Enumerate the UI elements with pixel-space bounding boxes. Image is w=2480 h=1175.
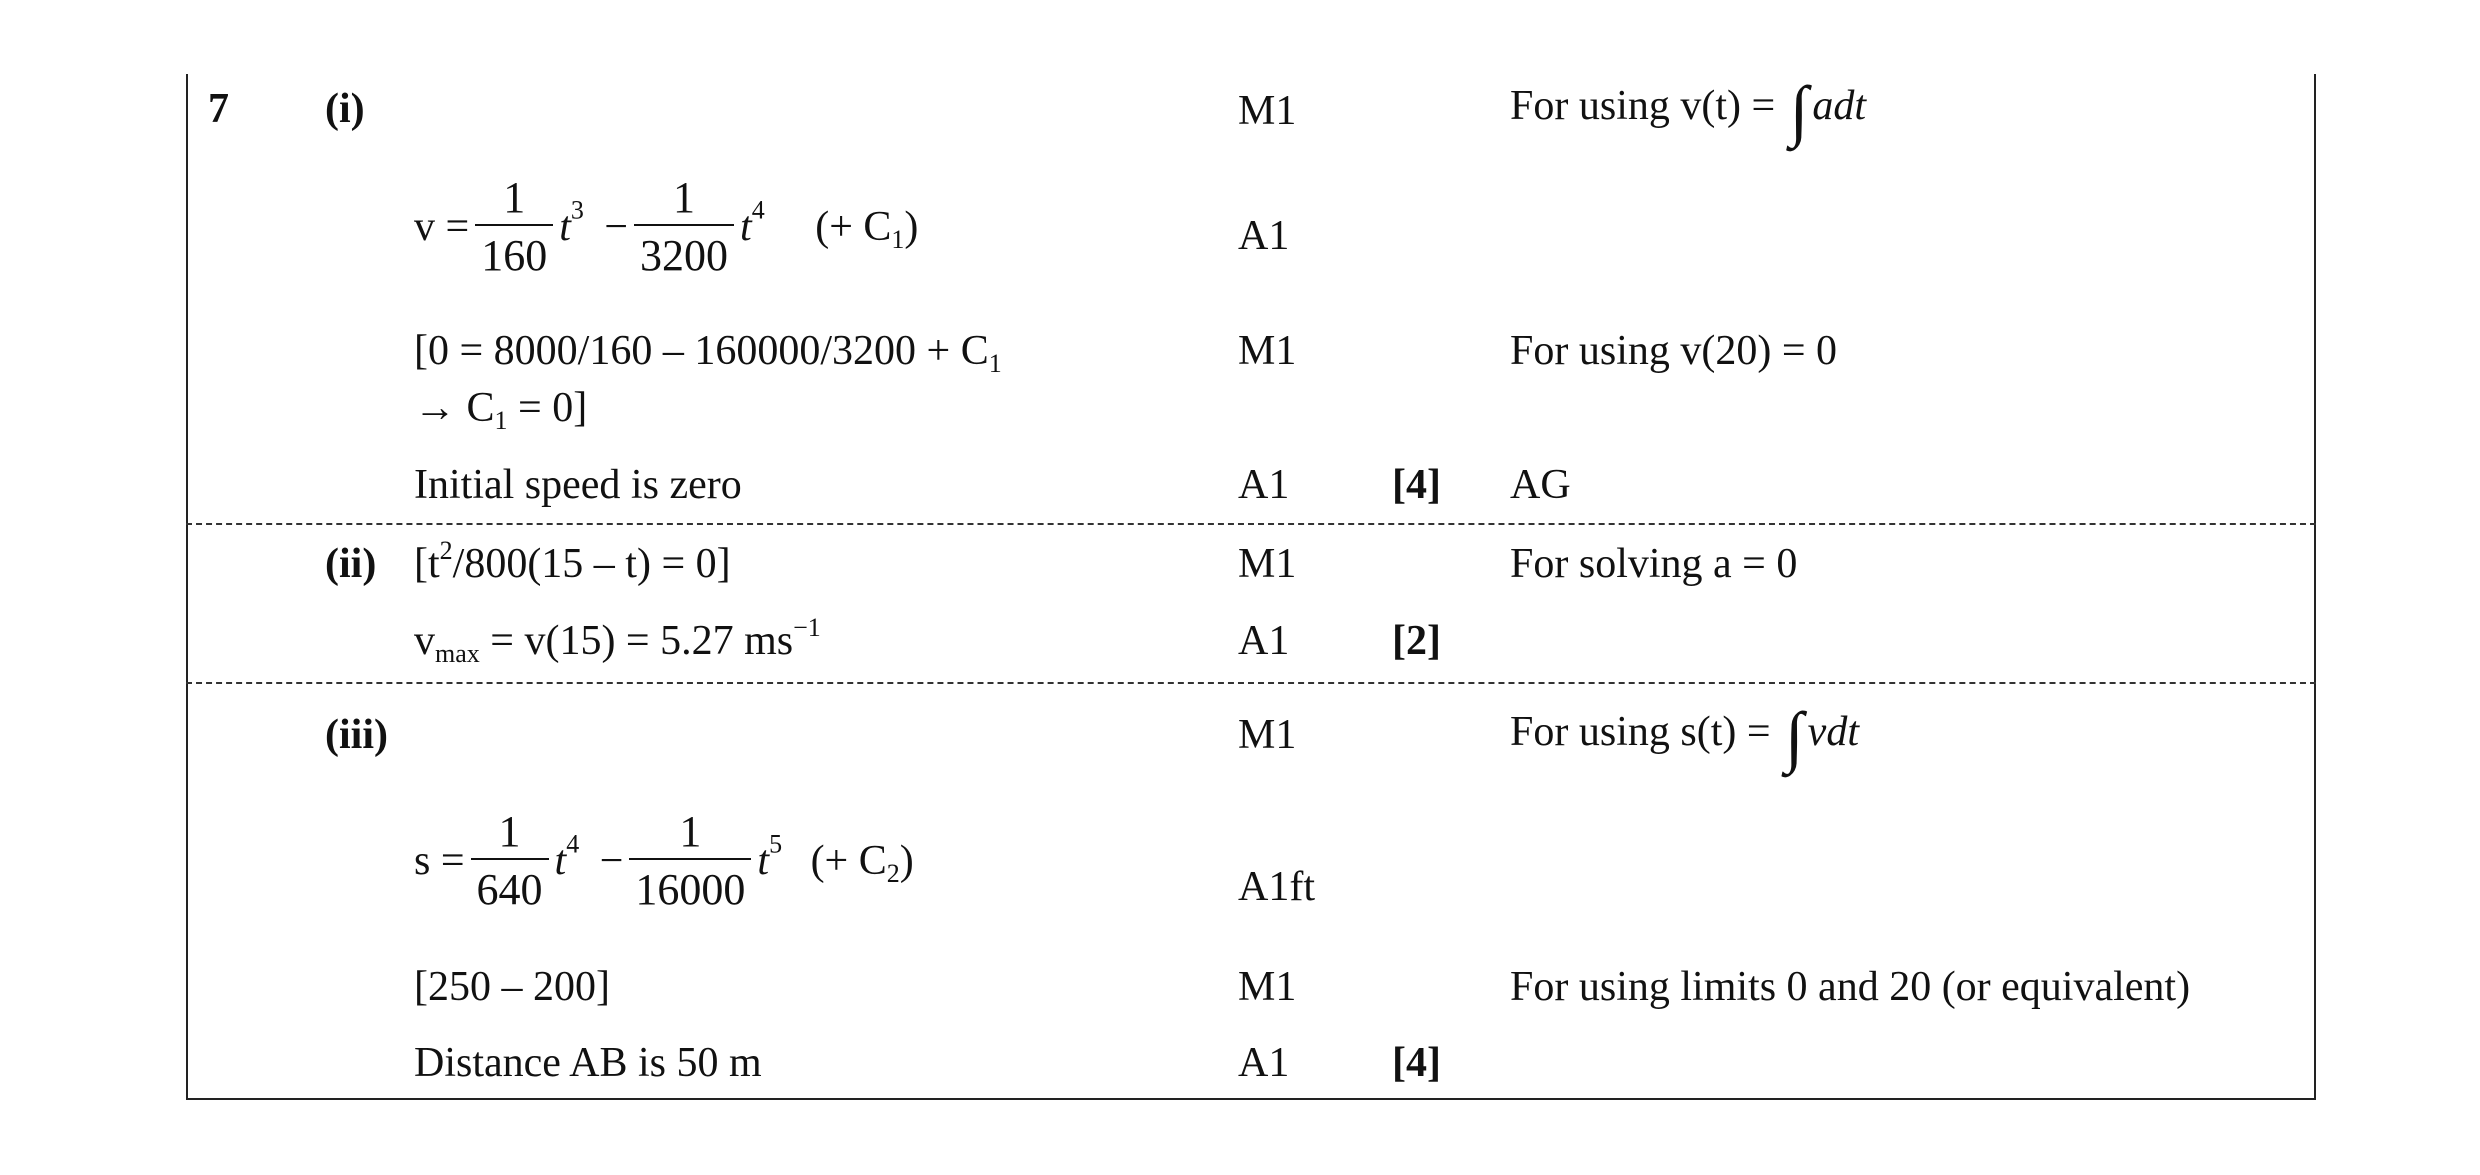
working-line: → $C_1 = 0$] <box>414 385 588 435</box>
section-divider <box>186 682 2316 684</box>
mark-code: M1 <box>1238 88 1297 134</box>
working-line: [$0 = 8000/160 - 160000/3200 + C_1$ <box>414 328 1002 378</box>
velocity-expression: v = $\frac{1}{160}$ $t^3$ − $\frac{1}{3200}$ $t^4$ (+ $C_1$) <box>414 173 919 280</box>
integral-symbol: ∫ <box>1785 698 1804 774</box>
answer-line: $v_{max} = v(15) = 5.27$ $ms^{-1}$ <box>414 613 821 668</box>
mark-code: M1 <box>1238 328 1297 374</box>
answer-line: Distance AB is 50 m <box>414 1040 762 1086</box>
mark-code: M1 <box>1238 712 1297 758</box>
marks-total: [2] <box>1392 618 1441 664</box>
integral-symbol: ∫ <box>1789 72 1809 148</box>
mark-code: M1 <box>1238 964 1297 1010</box>
part-label-ii: (ii) <box>325 541 377 587</box>
examiner-note: For using v(20) = 0 <box>1510 328 1838 374</box>
section-divider <box>186 523 2316 525</box>
examiner-note: For solving a = 0 <box>1510 541 1798 587</box>
displacement-expression: s = $\frac{1}{640}$ $t^4$ − $\frac{1}{16000}$ $t^5$ (+ $C_2$) <box>414 807 914 914</box>
part-label-iii: (iii) <box>325 712 388 758</box>
fraction: $\frac{1}{16000}$ <box>629 810 751 912</box>
answer-line: Initial speed is zero <box>414 462 742 508</box>
fraction: $\frac{1}{160}$ <box>475 176 553 278</box>
part-label-i: (i) <box>325 86 365 132</box>
working-line: [250 – 200] <box>414 964 610 1010</box>
working-line: $[t^2/800(15 - t) = 0]$ <box>414 536 731 587</box>
marks-total: [4] <box>1392 462 1441 508</box>
mark-code: A1 <box>1238 213 1290 259</box>
fraction: $\frac{1}{3200}$ <box>634 176 734 278</box>
mark-code: A1 <box>1238 618 1290 664</box>
question-number: 7 <box>208 86 229 132</box>
marks-total: [4] <box>1392 1040 1441 1086</box>
mark-code: A1ft <box>1238 864 1315 910</box>
mark-code: M1 <box>1238 541 1297 587</box>
fraction: $\frac{1}{640}$ <box>471 810 549 912</box>
examiner-note: For using v(t) = ∫adt <box>1510 72 1866 148</box>
examiner-note: For using s(t) = ∫vdt <box>1510 698 1859 774</box>
examiner-note: AG <box>1510 462 1571 508</box>
mark-code: A1 <box>1238 1040 1290 1086</box>
mark-code: A1 <box>1238 462 1290 508</box>
examiner-note: For using limits 0 and 20 (or equivalent) <box>1510 964 2191 1010</box>
